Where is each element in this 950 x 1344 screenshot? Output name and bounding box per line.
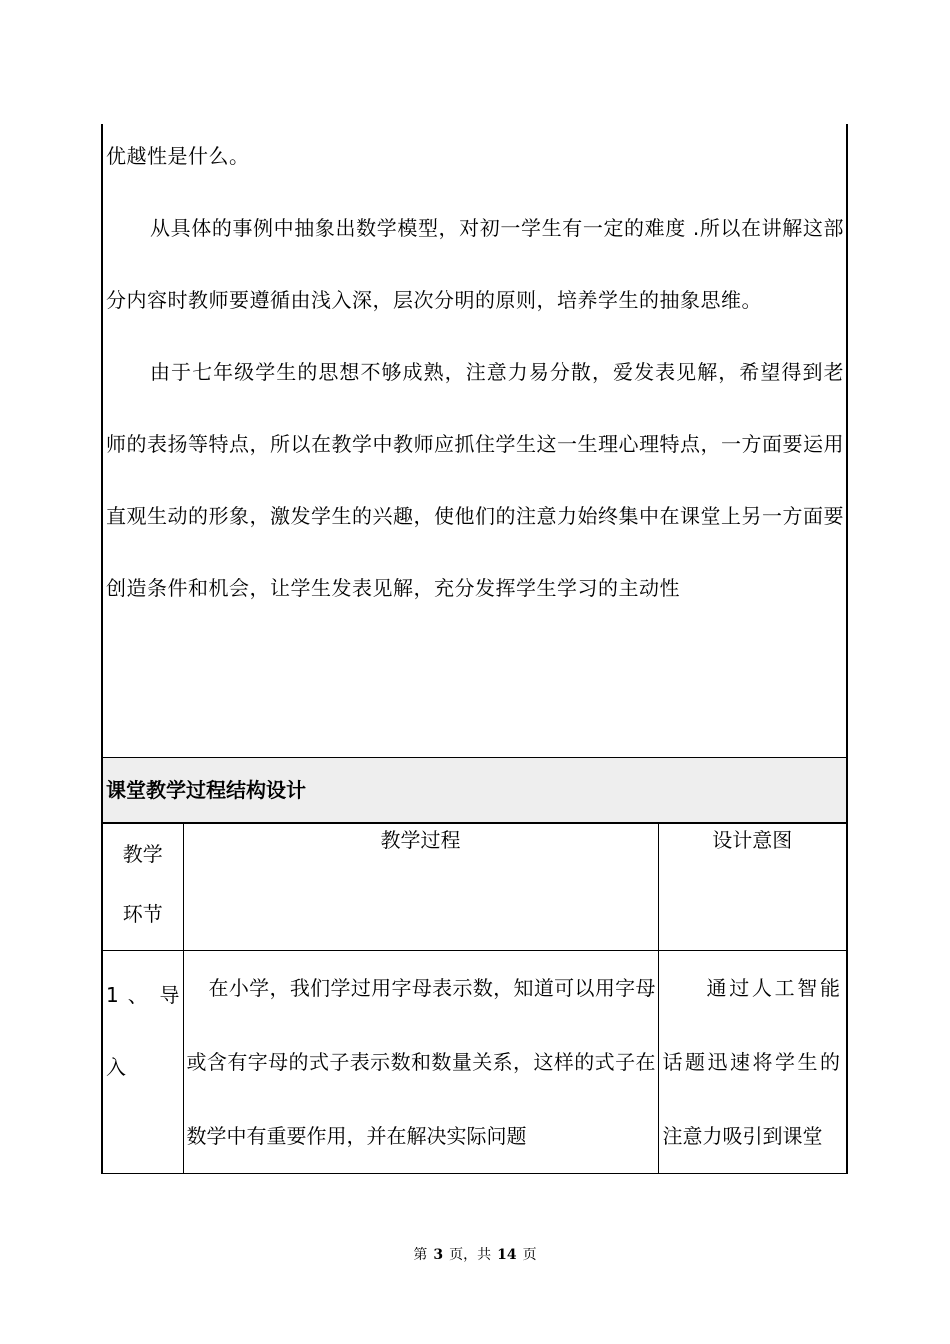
header-intent: 设计意图 [658, 824, 846, 951]
cell-stage: 1 、 导 入 [103, 951, 183, 1174]
page-total: 14 [497, 1247, 517, 1263]
header-process: 教学过程 [183, 824, 658, 951]
document-frame [101, 124, 848, 1174]
table-row [103, 951, 846, 1174]
intro-paragraph-3: 由于七年级学生的思想不够成熟，注意力易分散，爱发表见解，希望得到老师的表扬等特点，所以在教学中教师应抓住学生这一生理心理特点，一方面要运用直观生动的形象，激发学生的兴趣，使他们的注意力始终集中在课堂上另一方面要创造条件和机会，让学生发表见解，充分发挥学生学习的主动性 [106, 360, 844, 600]
process-table [103, 823, 846, 1174]
section-title: 课堂教学过程结构设计 [103, 757, 846, 823]
intro-paragraph-1: 优越性是什么。 [106, 144, 250, 168]
table-header-row [103, 824, 846, 951]
intro-paragraph-2: 从具体的事例中抽象出数学模型，对初一学生有一定的难度 .所以在讲解这部分内容时教师要遵循由浅入深，层次分明的原则，培养学生的抽象思维。 [106, 216, 844, 312]
cell-intent: 通过人工智能话题迅速将学生的注意力吸引到课堂 [658, 951, 846, 1174]
intro-text [103, 120, 846, 757]
cell-process: 在小学，我们学过用字母表示数，知道可以用字母或含有字母的式子表示数和数量关系，这样的式子在数学中有重要作用，并在解决实际问题 [183, 951, 658, 1174]
page-footer: 第 3 页，共 14 页 [413, 1247, 537, 1263]
header-stage: 教学 环节 [103, 824, 183, 951]
page-number: 3 [433, 1247, 444, 1263]
